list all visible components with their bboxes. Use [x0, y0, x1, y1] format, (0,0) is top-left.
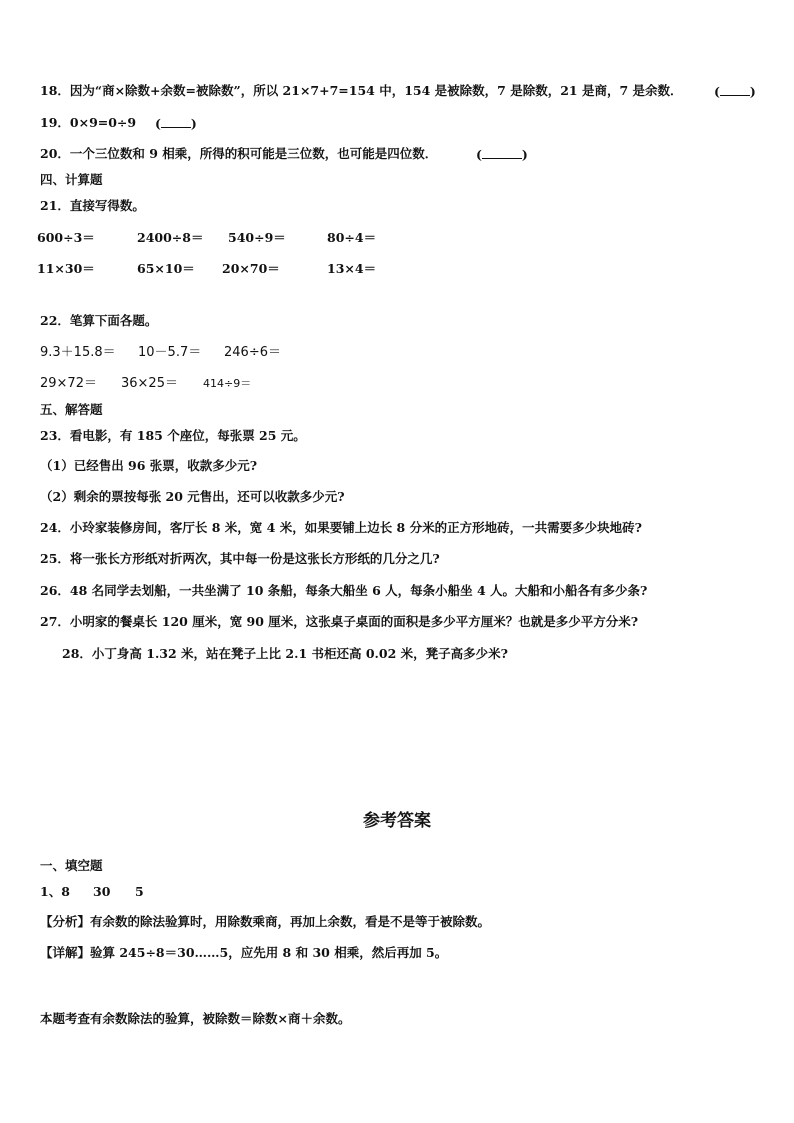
paren-open: (: [476, 147, 482, 162]
question-20: [40, 146, 437, 162]
answer-blank-18: [714, 83, 756, 100]
calc-item: 246÷6＝: [224, 345, 281, 360]
question-23-part-1: （1）已经售出 96 张票，收款多少元?: [40, 458, 258, 473]
calc-item: 9.3＋15.8＝: [40, 345, 116, 360]
calc-item: 13×4＝: [327, 261, 377, 276]
answers-title: 参考答案: [363, 811, 431, 831]
answer-1-second: 30: [93, 884, 111, 899]
question-18-text: 18．因为“商×除数+余数=被除数”，所以 21×7+7=154 中，154 是被除数，7 是除数，21 是商，7 是余数．: [40, 83, 683, 98]
question-20-text: 20．一个三位数和 9 相乘，所得的积可能是三位数，也可能是四位数．: [40, 146, 438, 161]
section-heading-5: 五、解答题: [40, 402, 103, 417]
blank-line[interactable]: [482, 146, 522, 159]
paren-close: ): [190, 116, 197, 131]
calc-item: 80÷4＝: [327, 230, 377, 245]
calc-item: 29×72＝: [40, 376, 97, 391]
calc-item: 36×25＝: [121, 376, 178, 391]
calc-item: 11×30＝: [37, 261, 95, 276]
question-21: 21．直接写得数。: [40, 198, 145, 213]
answer-summary: 本题考查有余数除法的验算，被除数＝除数×商＋余数。: [40, 1011, 351, 1026]
answers-section-1: 一、填空题: [40, 858, 103, 873]
question-22: 22．笔算下面各题。: [40, 313, 158, 328]
question-18: [40, 83, 683, 99]
question-23: 23．看电影，有 185 个座位，每张票 25 元。: [40, 428, 306, 443]
question-25: 25．将一张长方形纸对折两次，其中每一份是这张长方形纸的几分之几?: [40, 551, 440, 566]
answer-detail: 【详解】验算 245÷8＝30……5，应先用 8 和 30 相乘，然后再加 5。: [40, 945, 448, 960]
calc-item: 600÷3＝: [37, 230, 95, 245]
calc-item: 65×10＝: [137, 261, 195, 276]
blank-line[interactable]: [161, 115, 191, 128]
answer-blank-19: [155, 115, 197, 132]
question-28: 28．小丁身高 1.32 米，站在凳子上比 2.1 书柜还高 0.02 米，凳子高多少米?: [62, 646, 508, 661]
question-24: 24．小玲家装修房间，客厅长 8 米，宽 4 米，如果要铺上边长 8 分米的正方形地砖，一共需要多少块地砖?: [40, 520, 642, 535]
paren-open: (: [155, 116, 161, 131]
answer-analysis: 【分析】有余数的除法验算时，用除数乘商，再加上余数，看是不是等于被除数。: [40, 914, 491, 929]
question-23-part-2: （2）剩余的票按每张 20 元售出，还可以收款多少元?: [40, 489, 345, 504]
calc-item: 540÷9＝: [228, 230, 286, 245]
answer-1-third: 5: [135, 884, 144, 899]
answer-1-first: 1、8: [40, 884, 70, 899]
calc-item: 10－5.7＝: [138, 345, 202, 360]
calc-item: 20×70＝: [222, 261, 280, 276]
answer-blank-20: [476, 146, 528, 163]
calc-item: 414÷9＝: [203, 377, 252, 390]
question-26: 26．48 名同学去划船，一共坐满了 10 条船，每条大船坐 6 人，每条小船坐 4 人。大船和小船各有多少条?: [40, 583, 648, 598]
blank-line[interactable]: [720, 83, 750, 96]
calc-item: 2400÷8＝: [137, 230, 204, 245]
question-19-text: 19．0×9=0÷9: [40, 115, 137, 130]
paren-open: (: [714, 84, 720, 99]
paren-close: ): [521, 147, 528, 162]
section-heading-4: 四、计算题: [40, 172, 103, 187]
question-27: 27．小明家的餐桌长 120 厘米，宽 90 厘米，这张桌子桌面的面积是多少平方厘米？也就是多少平方分米?: [40, 614, 639, 629]
question-19: [40, 115, 136, 131]
paren-close: ): [749, 84, 756, 99]
